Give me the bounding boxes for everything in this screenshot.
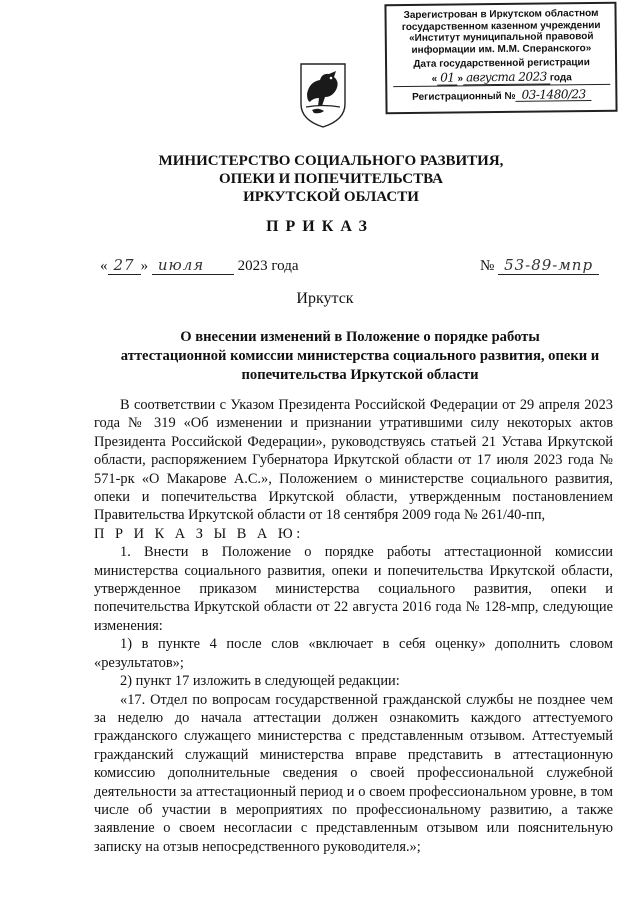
order-number-value: 53-89-мпр: [498, 256, 599, 275]
ministry-line-2: ОПЕКИ И ПОПЕЧИТЕЛЬСТВА: [219, 171, 443, 187]
stamp-line-3: «Институт муниципальной правовой: [408, 31, 594, 45]
order-date-open: «: [100, 258, 108, 274]
item-1-2-paragraph: 2) пункт 17 изложить в следующей редакции:: [120, 673, 400, 690]
stamp-date-open: «: [431, 73, 438, 85]
order-date-year: 2023 года: [237, 258, 299, 274]
document-type: ПРИКАЗ: [266, 218, 374, 235]
order-date-close: »: [140, 258, 149, 274]
ministry-line-1: МИНИСТЕРСТВО СОЦИАЛЬНОГО РАЗВИТИЯ,: [158, 153, 504, 169]
subject-line-2: аттестационной комиссии министерства социального развития, опеки и: [120, 348, 600, 364]
stamp-date-day: 01: [437, 72, 457, 85]
stamp-reg-row: [393, 88, 610, 103]
stamp-text-block: [392, 8, 610, 87]
stamp-line-2: государственном казенном учреждении: [401, 19, 601, 33]
stamp-line-1: Зарегистрован в Иркутском областном: [403, 7, 599, 22]
coat-of-arms-icon: [298, 60, 348, 130]
ministry-line-3: ИРКУТСКОЙ ОБЛАСТИ: [243, 189, 419, 205]
item-1-paragraph: 1. Внести в Положение о порядке работы аттестационной комиссии министерства социального развития, опеки и попечительства Иркутской области, утвержденное приказом министерства социального развития, опеки и попечительства Иркутской области от 22 августа 2016 года № 128-мпр, следующие изменения:: [94, 544, 613, 634]
item-17-paragraph: «17. Отдел по вопросам государственной гражданской службы не позднее чем за неделю до начала аттестации должен ознакомить каждого аттестуемого гражданского служащего министерства с представленным отзывом. Аттестуемый гражданский служащий министерства вправе представить в аттестационную комиссию дополнительные сведения о своей профессиональной служебной деятельности за аттестационный период и о своем профессиональном уровне, в том числе об участии в мероприятиях по профессиональному развитию, а также заявление о своем несогласии с представленным отзывом или пояснительную записку на отзыв непосредственного руководителя.»;: [94, 691, 613, 855]
item-1-1-paragraph: 1) в пункте 4 после слов «включает в себя оценку» дополнить словом «результатов»;: [94, 636, 613, 671]
stamp-date-row: [393, 71, 610, 86]
order-date-day: 27: [108, 256, 141, 275]
order-body: [94, 396, 613, 856]
stamp-date-mid: »: [457, 73, 464, 85]
order-number: [480, 256, 599, 275]
order-date-month: июля: [152, 256, 234, 275]
registration-stamp: [384, 2, 617, 114]
stamp-reg-number: 03-1480/23: [516, 89, 592, 102]
stamp-date-suffix: года: [549, 72, 572, 84]
subject-line-3: попечительства Иркутской области: [241, 367, 479, 383]
order-word: П Р И К А З Ы В А Ю:: [94, 525, 304, 542]
order-date: [100, 256, 298, 275]
subject-line-1: О внесении изменений в Положение о порядке работы: [180, 329, 540, 345]
order-number-label: №: [480, 258, 495, 274]
ministry-name: [0, 152, 640, 206]
city: Иркутск: [296, 290, 354, 307]
order-subject: [95, 328, 625, 385]
preamble-paragraph: В соответствии с Указом Президента Российской Федерации от 29 апреля 2023 года № 319 «Об изменении и признании утратившими силу некоторых актов Президента Российской Федерации», руководствуясь статьей 21 Устава Иркутской области, распоряжением Губернатора Иркутской области от 17 июля 2023 года № 571-рк «О Макарове А.С.», Положением о министерстве социального развития, опеки и попечительства Иркутской области, утвержденным постановлением Правительства Иркутской области от 18 сентября 2009 года № 261/40-пп,: [94, 397, 613, 524]
stamp-line-4: информации им. М.М. Сперанского»: [411, 42, 592, 56]
stamp-date-month-year: августа 2023: [463, 71, 550, 85]
stamp-reg-label: Регистрационный №: [412, 90, 516, 103]
stamp-line-5: Дата государственной регистрации: [413, 57, 590, 71]
